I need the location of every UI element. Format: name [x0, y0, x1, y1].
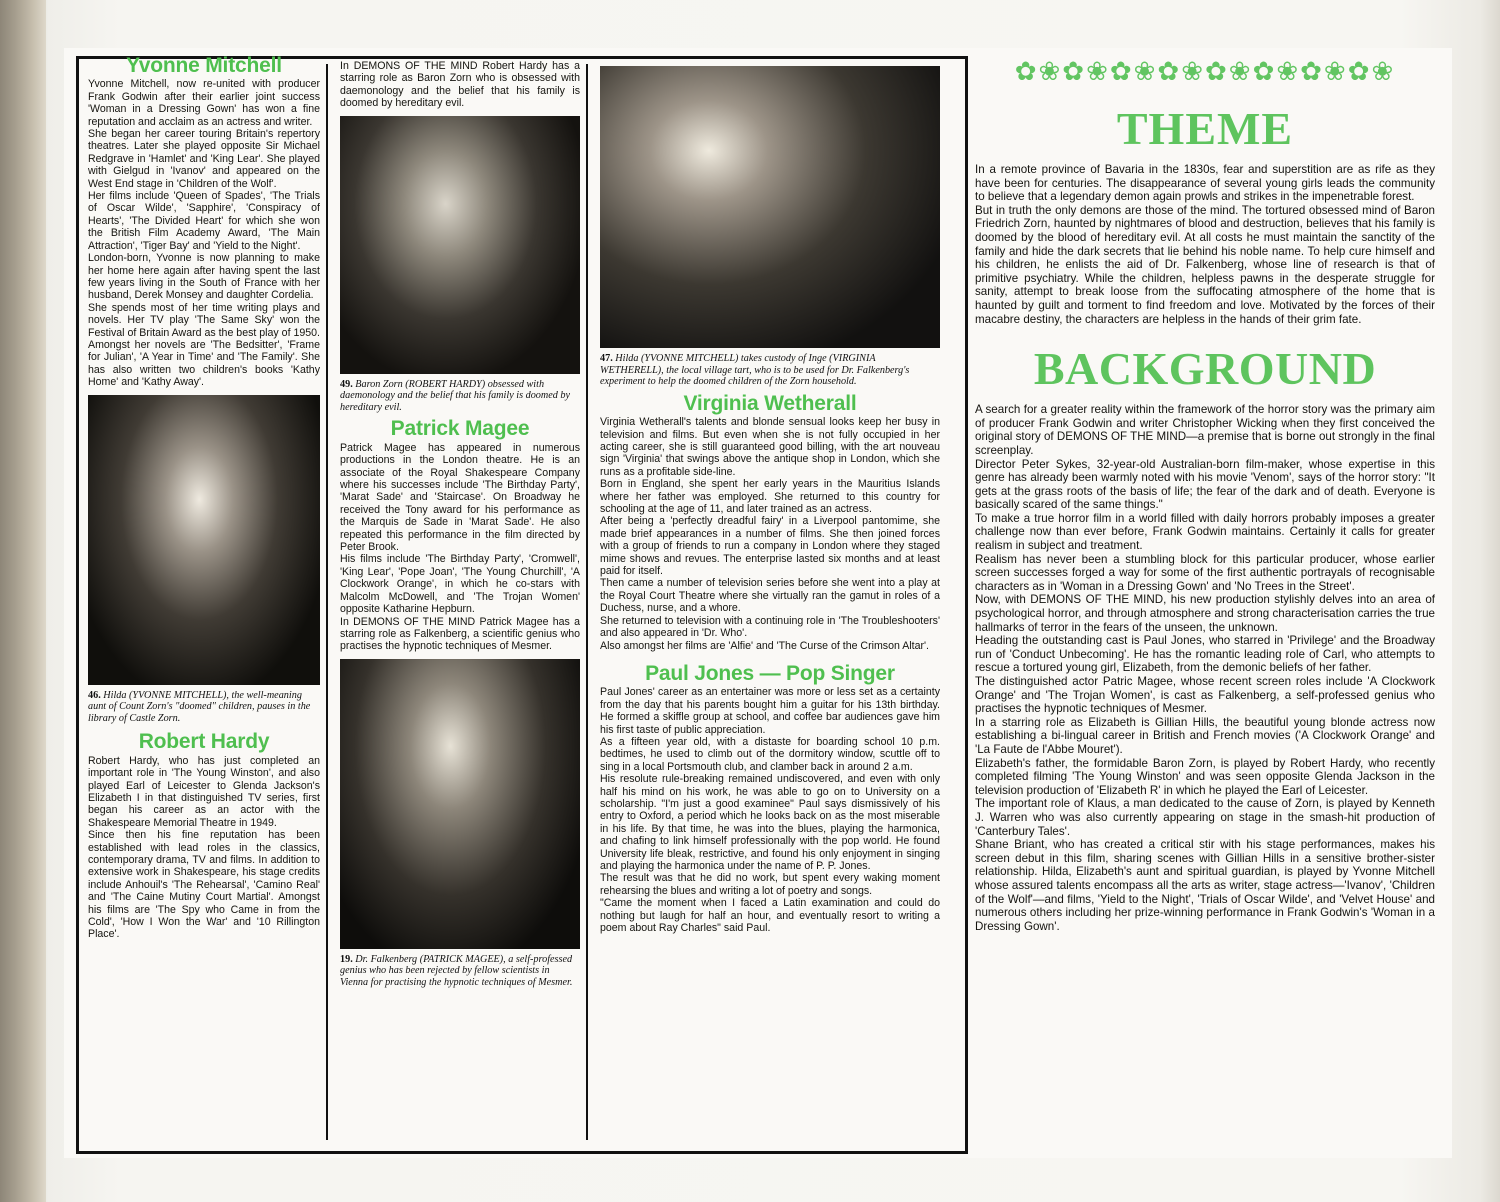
heading-virginia-wetherall: Virginia Wetherall	[683, 391, 857, 415]
column-2	[340, 60, 580, 989]
paragraph: Then came a number of television series before she went into a play at the Royal Court Theatre where she virtually ran the gamut in roles of a Duchess, nurse, and a whore.	[600, 577, 940, 615]
paragraph: She spends most of her time writing plays and novels. Her TV play 'The Same Sky' won the Festival of Britain Award as the best play of 1950. Amongst her novels are 'The Bedsitter', 'Frame for Julian', 'A Year in Time' and 'The Family'. She has also written two children's books 'Kathy Home' and 'Kathy Away'.	[88, 301, 320, 389]
robert-hardy-body	[88, 755, 320, 941]
caption-number: 46.	[88, 689, 101, 701]
paragraph: In a starring role as Elizabeth is Gillian Hills, the beautiful young blonde actress now establishing a bi-lingual career in British and French movies ('A Clockwork Orange' and 'La Faute de l'Abbe Mouret').	[975, 715, 1435, 756]
paragraph: To make a true horror film in a world filled with daily horrors probably imposes a greater challenge now than ever before, Frank Godwin maintains. Certainly it calls for greater realism in subject and treatment.	[975, 511, 1435, 553]
caption-49	[340, 379, 580, 414]
paragraph: In DEMONS OF THE MIND Robert Hardy has a starring role as Baron Zorn who is obsessed with daemonology and the belief that his family is doomed by hereditary evil.	[340, 60, 580, 110]
paragraph: Realism has never been a stumbling block for this particular producer, whose earlier screen successes forged a way for some of the first authentic portrayals of recognisable characters as in 'Woman in a Dressing Gown' and 'No Trees in the Street'.	[975, 552, 1435, 593]
book-spine	[0, 0, 46, 1202]
paragraph: A search for a greater reality within the framework of the horror story was the primary aim of producer Frank Godwin and writer Christopher Wicking when they first conceived the original story of DEMONS OF THE MIND—a premise that is borne out strongly in the final screenplay.	[975, 403, 1435, 457]
paragraph: Now, with DEMONS OF THE MIND, his new production stylishly delves into an area of psychological horror, and through atmosphere and strong characterisation carries the true hallmarks of terror in the fears of the unseen, the unknown.	[975, 593, 1435, 634]
column-divider-1	[326, 64, 328, 1140]
heading-paul-jones: Paul Jones — Pop Singer	[645, 661, 895, 685]
caption-text: Baron Zorn (ROBERT HARDY) obsessed with daemonology and the belief that his family is doomed by hereditary evil.	[340, 378, 571, 413]
paragraph: Robert Hardy, who has just completed an important role in 'The Young Winston', and also played Earl of Leicester to Glenda Jackson's Elizabeth I in that distinguished TV series, first began his career as an actor with the Shakespeare Memorial Theatre in 1949.	[88, 754, 320, 829]
left-article-columns	[82, 54, 958, 1144]
yvonne-mitchell-body	[88, 78, 320, 388]
column-1	[88, 54, 320, 941]
column-3	[600, 60, 940, 934]
paragraph: The result was that he did no work, but spent every waking moment rehearsing the blues and writing a lot of poetry and songs.	[600, 872, 940, 897]
paragraph: Born in England, she spent her early years in the Mauritius Islands where her father was employed. She returned to this country for schooling at the age of 11, and later trained as an actress.	[600, 478, 940, 516]
patrick-magee-body	[340, 442, 580, 653]
paragraph: The important role of Klaus, a man dedicated to the cause of Zorn, is played by Kenneth J. Warren who was also currently appearing on stage in the smash-hit production of 'Canterbury Tales'.	[975, 797, 1435, 838]
paragraph: Her films include 'Queen of Spades', 'The Trials of Oscar Wilde', 'Sapphire', 'Conspiracy of Hearts', 'The Divided Heart' for which she won the British Film Academy Award, 'The Main Attraction', 'Tiger Bay' and 'Yield to the Night'.	[88, 190, 320, 252]
photo-baron-zorn	[340, 116, 580, 374]
paragraph: "Came the moment when I faced a Latin examination and could do nothing but laugh for half an hour, and eventually resort to writing a poem about Ray Charles" said Paul.	[600, 897, 940, 935]
heading-yvonne-mitchell: Yvonne Mitchell	[126, 54, 282, 77]
heading-robert-hardy: Robert Hardy	[138, 730, 270, 754]
theme-body	[975, 163, 1435, 326]
paragraph: His resolute rule-breaking remained undiscovered, and even with only half his mind on his work, he was able to go on to University on a scholarship. "I'm just a good examinee" Paul says dismissively of his entry to Oxford, a period which he looks back on as the most miserable in his life. By that time, he was into the blues, playing the harmonica, and chafing to link himself professionally with the pop world. He found University life bleak, restrictive, and found his only enjoyment in singing and playing the harmonica under the name of P. P. Jones.	[600, 773, 940, 872]
robert-hardy-role-paragraph	[340, 60, 580, 110]
paragraph: Shane Briant, who has created a critical stir with his stage performances, makes his screen debut in this film, sharing scenes with Gillian Hills in a sensitive brother-sister relationship. Hilda, Elizabeth's aunt and spiritual guardian, is played by Yvonne Mitchell whose assured talents encompass all the arts as writer, stage actress—'Ivanov', 'Children of the Wolf'—and films, 'Yield to the Night', 'Trials of Oscar Wilde', and 'Velvet House' and numerous others including her prize-winning performance in Frank Godwin's 'Woman in a Dressing Gown'.	[975, 838, 1435, 933]
caption-47	[600, 353, 940, 388]
photo-yvonne-mitchell	[88, 395, 320, 685]
paragraph: The distinguished actor Patric Magee, whose recent screen roles include 'A Clockwork Orange' and 'The Trojan Women', is cast as Falkenberg, a self-professed genius who practises the hypnotic techniques of Mesmer.	[975, 675, 1435, 716]
caption-text: Dr. Falkenberg (PATRICK MAGEE), a self-professed genius who has been rejected by fellow scientists in Vienna for practising the hypnotic techniques of Mesmer.	[340, 953, 573, 988]
caption-46	[88, 690, 320, 725]
caption-19	[340, 954, 580, 989]
paragraph: But in truth the only demons are those of the mind. The tortured obsessed mind of Baron Friedrich Zorn, haunted by nightmares of blood and destruction, believes that his family is doomed by the blood of hereditary evil. At all costs he must maintain the sanctity of the family and hide the dark secrets that lie behind his noble name. To help cure himself and his children, he enlists the aid of Dr. Falkenberg, whose line of research is that of primitive psychiatry. While the children, helpless pawns in the desperate struggle for sanity, attempt to break loose from the suffocating atmosphere of the home that is haunted by guilt and torment to find freedom and love. Motivated by the forces of their macabre destiny, the characters are helpless in the hands of their grim fate.	[975, 203, 1435, 326]
floral-ornament-icon: ✿❀✿❀✿❀✿❀✿❀✿❀✿❀✿❀	[1014, 56, 1396, 86]
caption-number: 19.	[340, 953, 353, 965]
photo-dr-falkenberg	[340, 659, 580, 949]
heading-patrick-magee: Patrick Magee	[390, 417, 530, 441]
caption-text: Hilda (YVONNE MITCHELL) takes custody of Inge (VIRGINIA WETHERELL), the local village tart, who is to be used for Dr. Falkenberg's experiment to help the doomed children of the Zorn household.	[600, 353, 910, 388]
caption-number: 49.	[340, 378, 353, 390]
background-title: BACKGROUND	[1033, 343, 1377, 395]
paragraph: London-born, Yvonne is now planning to make her home here again after having spent the last few years living in the South of France with her husband, Derek Monsey and daughter Cordelia.	[88, 252, 320, 302]
column-divider-2	[586, 64, 588, 1140]
paragraph: In DEMONS OF THE MIND Patrick Magee has a starring role as Falkenberg, a scientific genius who practises the hypnotic techniques of Mesmer.	[340, 615, 580, 653]
paragraph: Director Peter Sykes, 32-year-old Australian-born film-maker, whose expertise in this genre has already been warmly noted with his movie 'Venom', says of the horror story: "It gets at the grass roots of the basis of life; the fear of the dark and of death. Everyone is basically scared of the same things."	[975, 457, 1435, 512]
background-body	[975, 403, 1435, 933]
paragraph: Also amongst her films are 'Alfie' and 'The Curse of the Crimson Altar'.	[600, 639, 929, 652]
virginia-wetherall-body	[600, 416, 940, 652]
caption-number: 47.	[600, 353, 613, 364]
paragraph: Virginia Wetherall's talents and blonde sensual looks keep her busy in television and films. But even when she is not fully occupied in her acting career, she is still guaranteed good billing, with the art nouveau sign 'Virginia' that swings above the antique shop in London, which she runs as a profitable side-line.	[600, 416, 940, 478]
theme-title: THEME	[1116, 103, 1294, 154]
paragraph: Elizabeth's father, the formidable Baron Zorn, is played by Robert Hardy, who recently completed filming 'The Young Winston' and was seen opposite Glenda Jackson in the television production of 'Elizabeth R' in which he played the Earl of Leicester.	[975, 756, 1435, 797]
photo-hilda-and-inge	[600, 66, 940, 348]
paragraph: Yvonne Mitchell, now re-united with producer Frank Godwin after their earlier joint success 'Woman in a Dressing Gown' has won a fine reputation and acclaim as an actress and writer.	[88, 78, 320, 128]
caption-text: Hilda (YVONNE MITCHELL), the well-meaning aunt of Count Zorn's "doomed" children, pauses in the library of Castle Zorn.	[88, 689, 311, 724]
right-column	[975, 56, 1435, 933]
paragraph: She began her career touring Britain's repertory theatres. Later she played opposite Sir Michael Redgrave in 'Hamlet' and 'King Lear'. She played with Gielgud in 'Ivanov' and appeared on the West End stage in 'Children of the Wolf'.	[88, 128, 320, 190]
paul-jones-body	[600, 686, 940, 934]
paragraph: Heading the outstanding cast is Paul Jones, who starred in 'Privilege' and the Broadway run of 'Conduct Unbecoming'. He has the romantic leading role of Carl, who attempts to rescue a tortured young girl, Elizabeth, from the demonic beliefs of her father.	[975, 634, 1435, 675]
paragraph: Patrick Magee has appeared in numerous productions in the London theatre. He is an associate of the Royal Shakespeare Company where his successes include 'The Birthday Party', 'Marat Sade' and 'Staircase'. On Broadway he received the Tony award for his performance as the Marquis de Sade in 'Marat Sade'. He also repeated this performance in the film directed by Peter Brook.	[340, 441, 580, 554]
paragraph: As a fifteen year old, with a distaste for boarding school 10 p.m. bedtimes, he used to climb out of the dormitory window, scuttle off to sing in a local Portsmouth club, and clamber back in around 2 a.m.	[600, 735, 940, 773]
paragraph: She returned to television with a continuing role in 'The Troubleshooters' and also appeared in 'Dr. Who'.	[600, 614, 940, 640]
paragraph: Since then his fine reputation has been established with lead roles in the classics, contemporary drama, TV and films. In addition to extensive work in Shakespeare, his stage credits include Anhouil's 'The Rehearsal', 'Camino Real' and 'The Caine Mutiny Court Martial'. Amongst his films are 'The Spy who Came in from the Cold', 'How I Won the War' and '10 Rillington Place'.	[88, 829, 320, 941]
paragraph: After being a 'perfectly dreadful fairy' in a Liverpool pantomime, she made brief appearances in a number of films. She then joined forces with a group of friends to run a company in London where they staged mime shows and revues. The enterprise lasted six months and at least paid for itself.	[600, 515, 940, 578]
paragraph: In a remote province of Bavaria in the 1830s, fear and superstition are as rife as they have been for centuries. The disappearance of several young girls leads the community to believe that a legendary demon again prowls and strikes in the impenetrable forest.	[975, 163, 1435, 204]
paragraph: His films include 'The Birthday Party', 'Cromwell', 'King Lear', 'Pope Joan', 'The Young Churchill', 'A Clockwork Orange', in which he co-stars with Malcolm McDowell, and 'The Trojan Women' opposite Katharine Hepburn.	[340, 553, 580, 616]
paragraph: Paul Jones' career as an entertainer was more or less set as a certainty from the day that his parents bought him a guitar for his 13th birthday. He formed a skiffle group at school, and coffee bar audiences gave him his first taste of public appreciation.	[600, 686, 940, 736]
